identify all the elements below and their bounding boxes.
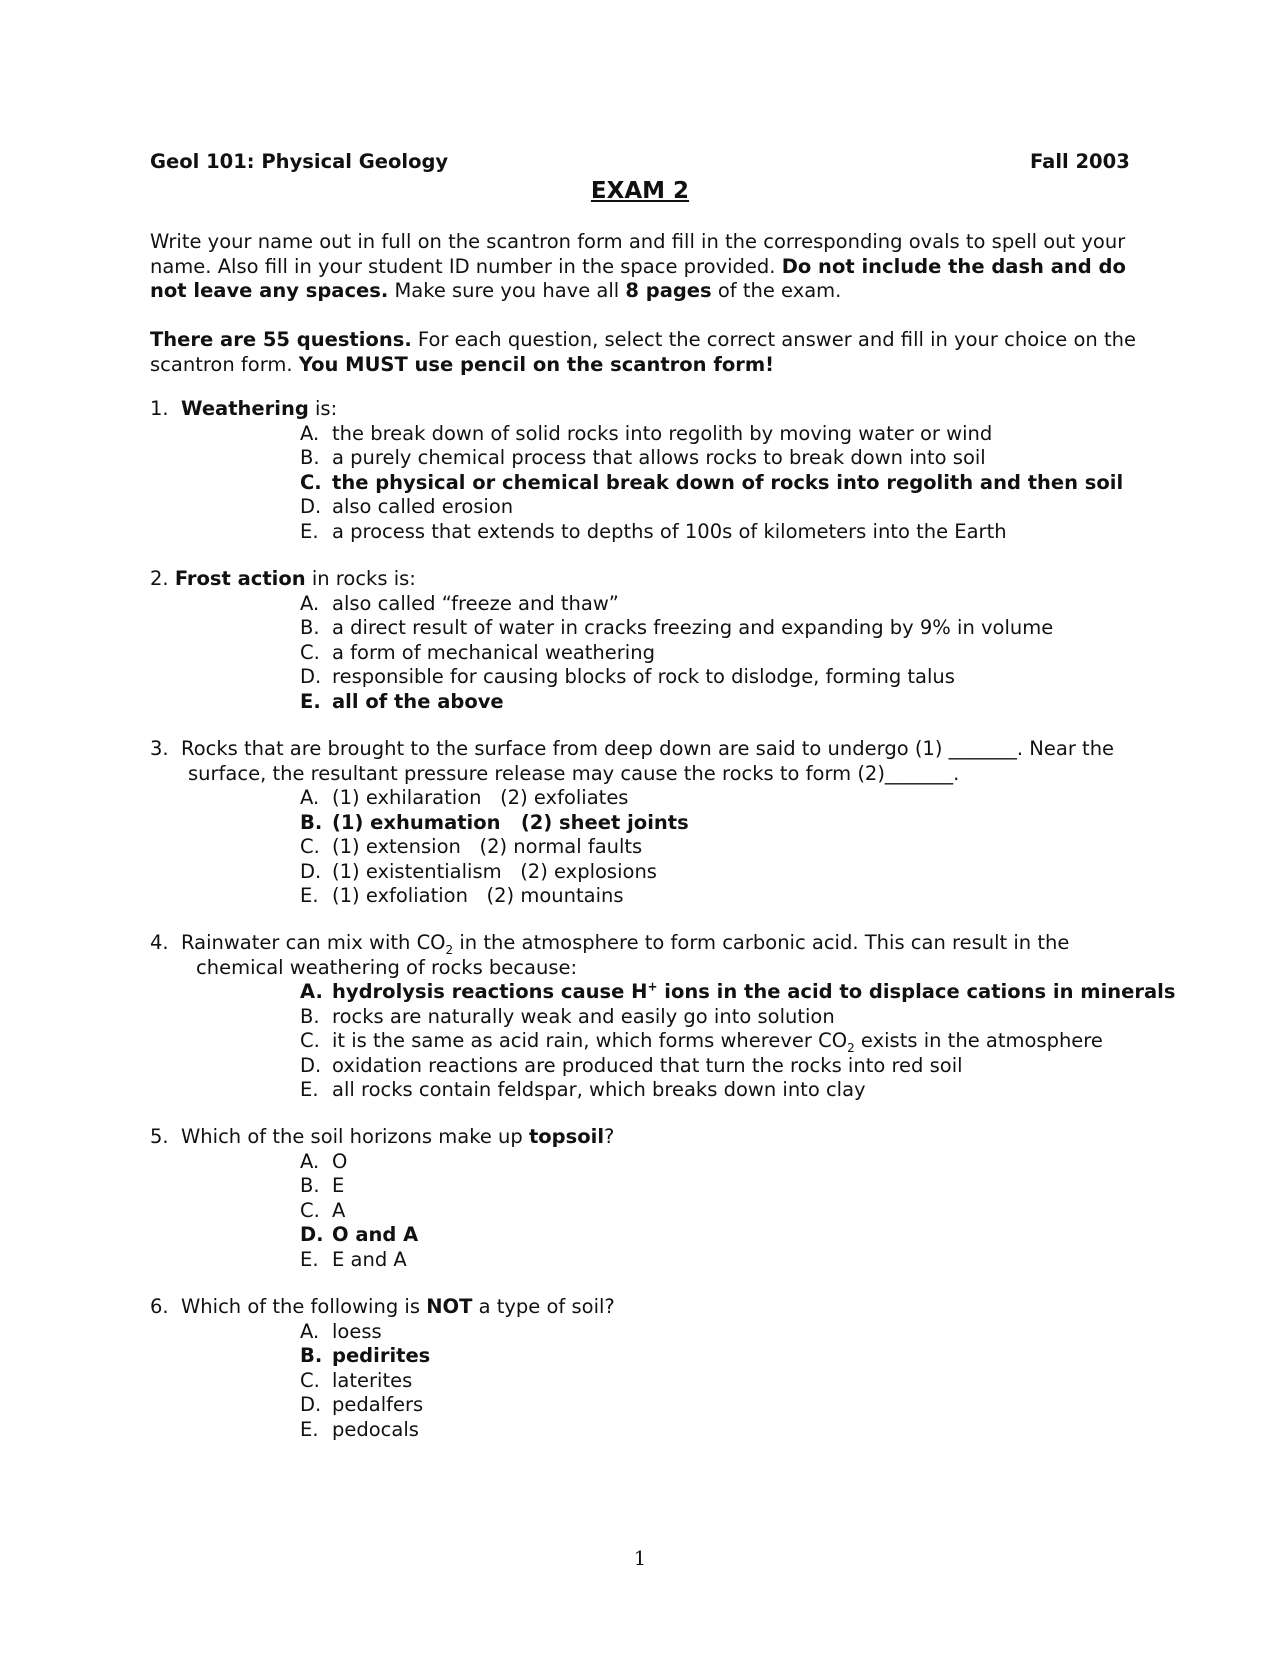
- answer-option: B. rocks are naturally weak and easily go into solution: [300, 1004, 835, 1028]
- question-stem-continued: chemical weathering of rocks because:: [196, 955, 578, 979]
- instructions-paragraph-1: Write your name out in full on the scantron form and fill in the corresponding ovals to spell out your name. Also fill in your student ID number in the space provided. Do not include the dash and do not leave any spaces. Make sure you have all 8 pages of the exam.: [150, 230, 1126, 302]
- question-6: [150, 1295, 1150, 1442]
- answer-option-correct: D. O and A: [300, 1223, 419, 1246]
- answer-option: B. a direct result of water in cracks freezing and expanding by 9% in volume: [300, 616, 1054, 639]
- answer-option: A. O: [300, 1149, 348, 1173]
- question-stem: 3. Rocks that are brought to the surface from deep down are said to undergo (1) _______. Near the: [150, 737, 1115, 760]
- answer-option: D. also called erosion: [300, 495, 514, 518]
- question-3: [150, 737, 1150, 909]
- course-title: Geol 101: Physical Geology: [150, 150, 449, 173]
- answer-option: A. also called “freeze and thaw”: [300, 591, 619, 615]
- answer-option: C. a form of mechanical weathering: [300, 640, 655, 664]
- question-stem: 2. Frost action in rocks is:: [150, 567, 416, 590]
- answer-option: C. (1) extension (2) normal faults: [300, 835, 643, 858]
- question-stem: 1. Weathering is:: [150, 397, 338, 420]
- question-stem-continued: surface, the resultant pressure release may cause the rocks to form (2)_______.: [188, 761, 960, 785]
- term-label: Fall 2003: [1030, 150, 1130, 173]
- answer-option: C. laterites: [300, 1368, 413, 1392]
- question-5: [150, 1125, 1150, 1272]
- answer-option: D. pedalfers: [300, 1393, 424, 1416]
- instructions-paragraph-2: There are 55 questions. For each question, select the correct answer and fill in your choice on the scantron form. You MUST use pencil on the scantron form!: [150, 328, 1136, 376]
- answer-option: A. the break down of solid rocks into regolith by moving water or wind: [300, 421, 993, 445]
- answer-option: D. oxidation reactions are produced that turn the rocks into red soil: [300, 1053, 963, 1077]
- question-2: [150, 567, 1150, 714]
- exam-title: EXAM 2: [590, 178, 690, 204]
- question-stem: 4. Rainwater can mix with $CO_2$ in the atmosphere to form carbonic acid. This can result in the: [150, 931, 1070, 957]
- answer-option: E. a process that extends to depths of 100s of kilometers into the Earth: [300, 519, 1007, 543]
- question-4: [150, 931, 1176, 1103]
- answer-option-correct: B. pedirites: [300, 1344, 431, 1367]
- question-1: [150, 397, 1150, 544]
- question-stem: 5. Which of the soil horizons make up topsoil?: [150, 1125, 615, 1148]
- answer-option: E. all rocks contain feldspar, which breaks down into clay: [300, 1078, 866, 1101]
- answer-option-correct: E. all of the above: [300, 689, 504, 713]
- answer-option: B. E: [300, 1174, 345, 1197]
- answer-option: A. (1) exhilaration (2) exfoliates: [300, 786, 629, 809]
- answer-option: E. (1) exfoliation (2) mountains: [300, 884, 624, 907]
- answer-option: D. responsible for causing blocks of rock to dislodge, forming talus: [300, 665, 955, 688]
- answer-option: A. loess: [300, 1319, 382, 1343]
- answer-option: B. a purely chemical process that allows rocks to break down into soil: [300, 446, 986, 469]
- answer-option-correct: C. the physical or chemical break down of rocks into regolith and then soil: [300, 470, 1124, 494]
- answer-option-correct: B. (1) exhumation (2) sheet joints: [300, 810, 689, 834]
- answer-option: D. (1) existentialism (2) explosions: [300, 859, 657, 883]
- answer-option: C. A: [300, 1198, 346, 1222]
- page-number: 1: [633, 1547, 647, 1570]
- answer-option: C. it is the same as acid rain, which forms wherever $CO_2$ exists in the atmosphere: [300, 1029, 1103, 1055]
- answer-option: E. E and A: [300, 1247, 407, 1271]
- answer-option: E. pedocals: [300, 1417, 419, 1441]
- question-stem: 6. Which of the following is NOT a type of soil?: [150, 1295, 615, 1318]
- answer-option-correct: A. hydrolysis reactions cause H+ ions in the acid to displace cations in minerals: [300, 979, 1176, 1003]
